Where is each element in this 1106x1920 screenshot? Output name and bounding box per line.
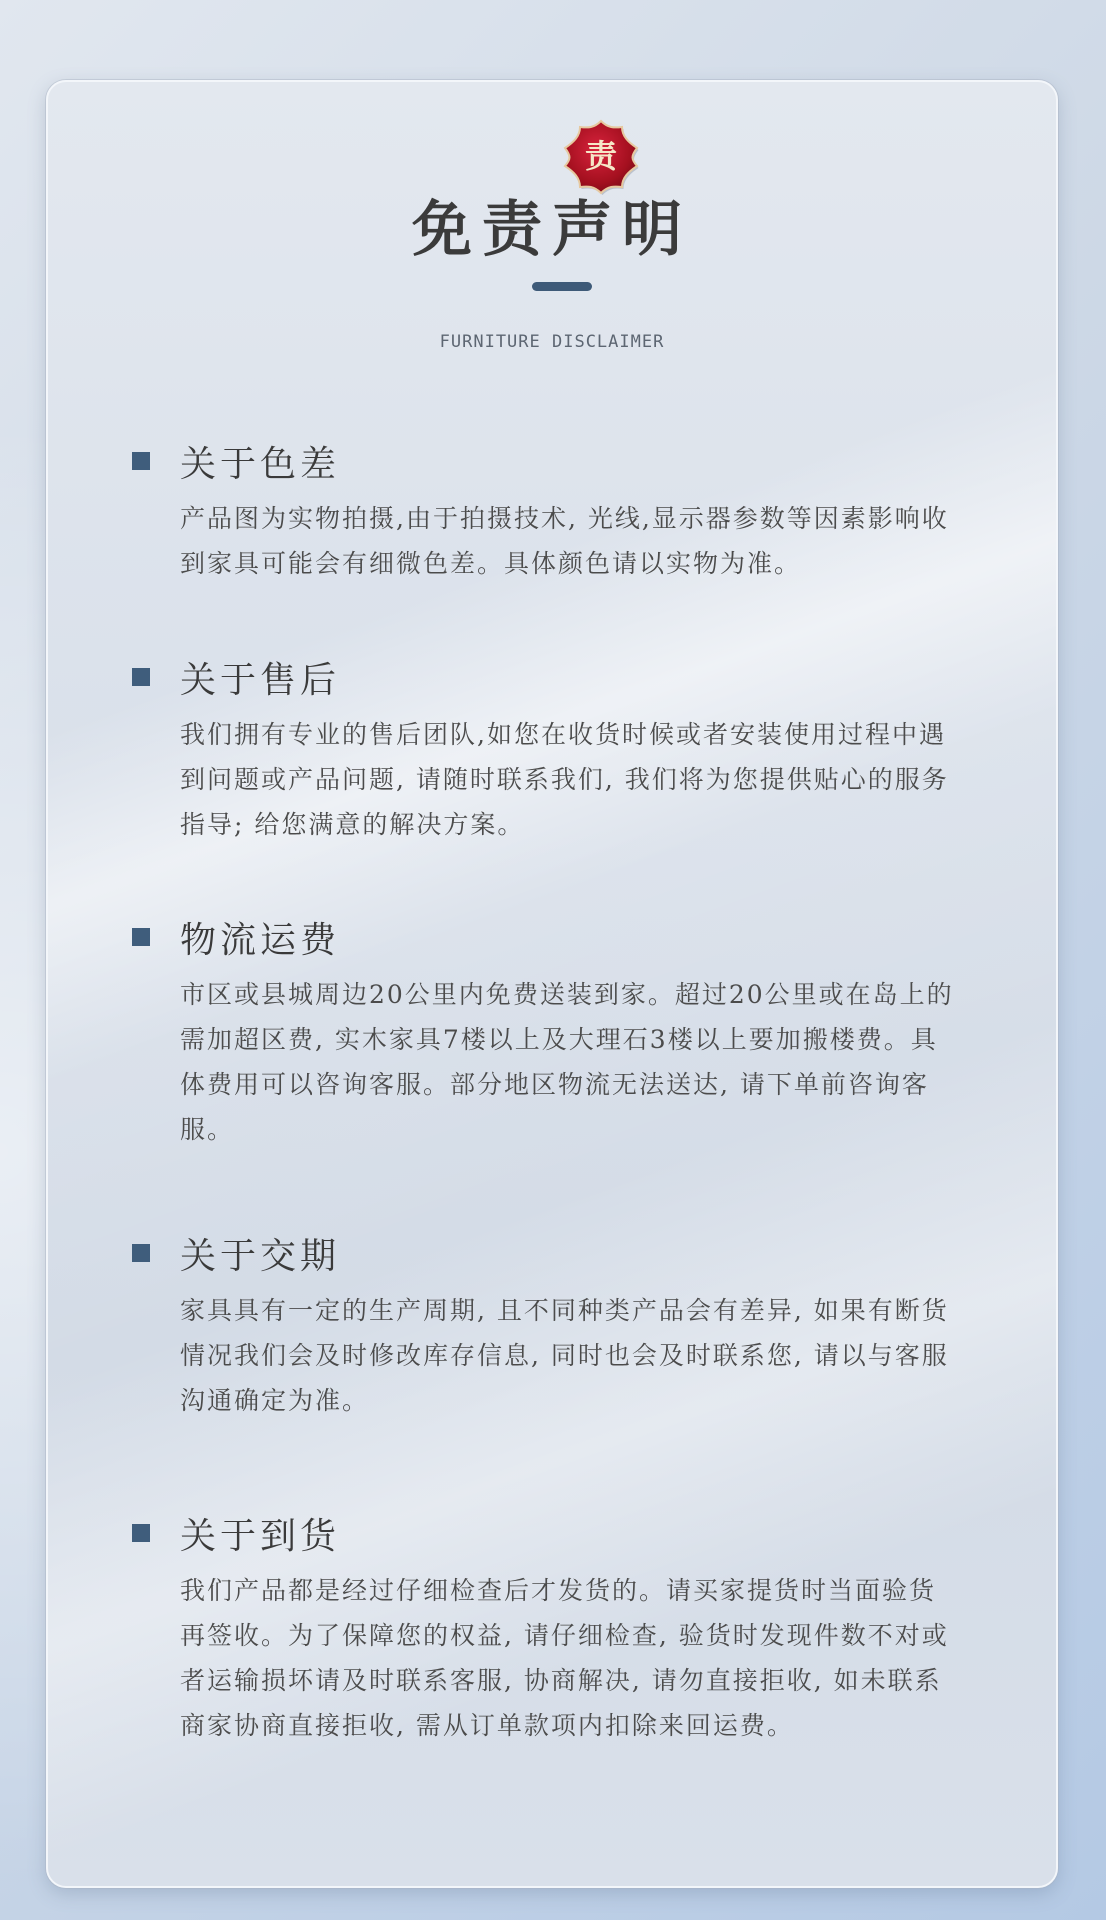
section-header: [132, 1226, 1032, 1280]
section-body: 市区或县城周边20公里内免费送装到家。超过20公里或在岛上的需加超区费, 实木家具7楼以上及大理石3楼以上要加搬楼费。具体费用可以咨询客服。部分地区物流无法送达, 请下单前咨询客服。: [180, 980, 954, 1144]
section-title: 关于到货: [180, 1516, 341, 1557]
seal-character: 责: [584, 137, 617, 175]
section-header: [132, 434, 1032, 488]
section-title: 关于售后: [180, 660, 341, 701]
square-bullet-icon: [132, 668, 150, 686]
disclaimer-card: [46, 80, 1058, 1888]
section-title: 关于色差: [180, 444, 341, 485]
section-after-sales: [132, 650, 1032, 847]
square-bullet-icon: [132, 452, 150, 470]
title-underline: [532, 282, 592, 291]
square-bullet-icon: [132, 1244, 150, 1262]
section-body: 我们拥有专业的售后团队,如您在收货时候或者安装使用过程中遇到问题或产品问题, 请随时联系我们, 我们将为您提供贴心的服务指导; 给您满意的解决方案。: [180, 720, 949, 839]
section-body: 产品图为实物拍摄,由于拍摄技术, 光线,显示器参数等因素影响收到家具可能会有细微色差。具体颜色请以实物为准。: [180, 504, 949, 578]
section-title: 关于交期: [180, 1236, 341, 1277]
page-subtitle: FURNITURE DISCLAIMER: [439, 332, 665, 352]
page-title: 免责声明: [412, 195, 692, 265]
section-header: [132, 1506, 1032, 1560]
section-arrival: [132, 1506, 1032, 1748]
section-shipping-fee: [132, 910, 1032, 1152]
section-header: [132, 650, 1032, 704]
section-delivery-time: [132, 1226, 1032, 1423]
section-body: 我们产品都是经过仔细检查后才发货的。请买家提货时当面验货再签收。为了保障您的权益, 请仔细检查, 验货时发现件数不对或者运输损坏请及时联系客服, 协商解决, 请勿直接拒收, 如未联系商家协商直接拒收, 需从订单款项内扣除来回运费。: [180, 1576, 949, 1740]
square-bullet-icon: [132, 1524, 150, 1542]
seal-badge: [562, 118, 640, 196]
square-bullet-icon: [132, 928, 150, 946]
section-body: 家具具有一定的生产周期, 且不同种类产品会有差异, 如果有断货情况我们会及时修改库存信息, 同时也会及时联系您, 请以与客服沟通确定为准。: [180, 1296, 949, 1415]
section-title: 物流运费: [180, 920, 341, 961]
section-color-difference: [132, 434, 1032, 586]
section-header: [132, 910, 1032, 964]
